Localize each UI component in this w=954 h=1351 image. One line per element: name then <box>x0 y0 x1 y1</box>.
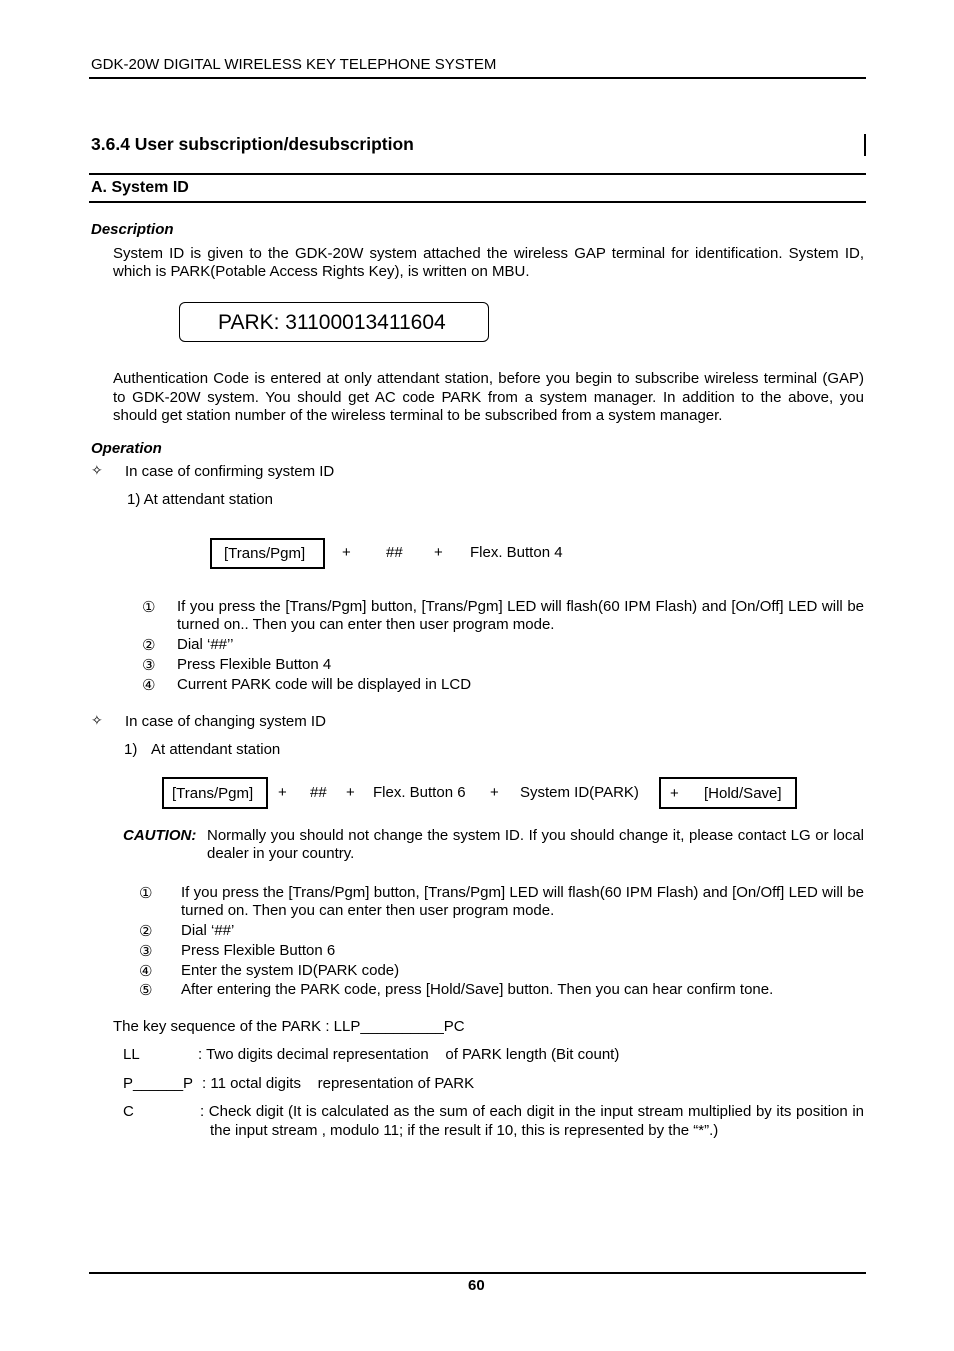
plus-sign: + <box>278 784 287 801</box>
hash-key: ## <box>386 544 403 561</box>
item-number: ① <box>142 598 156 616</box>
header-rule <box>89 77 866 79</box>
term-p-desc: : 11 octal digits representation of PARK <box>202 1075 475 1092</box>
list-item: Dial ‘##’’ <box>177 636 234 653</box>
subsection-top-rule <box>89 173 866 175</box>
page-number: 60 <box>468 1277 485 1294</box>
plus-sign: + <box>670 785 679 802</box>
list-item: Press Flexible Button 4 <box>177 656 332 673</box>
description-text: System ID is given to the GDK-20W system attached the wireless GAP terminal for identification. System ID, which is PARK(Potable Access Rights Key), is written on MBU. <box>113 245 864 280</box>
term-ll: LL <box>123 1046 140 1063</box>
item-number: ② <box>142 636 156 654</box>
hold-save-key-box <box>659 777 797 809</box>
confirm-step: 1) At attendant station <box>127 491 273 508</box>
park-value: PARK: 31100013411604 <box>218 311 446 334</box>
system-id-entry: System ID(PARK) <box>520 784 639 801</box>
flex-button-key: Flex. Button 6 <box>373 784 466 801</box>
plus-sign: + <box>342 544 351 561</box>
diamond-bullet-icon: ✧ <box>91 463 103 479</box>
subsection-title: A. System ID <box>91 179 189 196</box>
list-item: Dial ‘##’ <box>181 922 235 939</box>
list-item: Press Flexible Button 6 <box>181 942 336 959</box>
operation-heading: Operation <box>91 440 162 457</box>
caution-text: Normally you should not change the system ID. If you should change it, please contact LG or local dealer in your country. <box>207 827 864 862</box>
subsection-bottom-rule <box>89 201 866 203</box>
trans-pgm-key-label: [Trans/Pgm] <box>172 785 254 802</box>
item-number: ③ <box>142 656 156 674</box>
plus-sign: + <box>434 544 443 561</box>
change-bar <box>864 134 866 156</box>
list-item: After entering the PARK code, press [Hold/Save] button. Then you can hear confirm tone. <box>181 981 774 998</box>
item-number: ① <box>139 884 153 902</box>
plus-sign: + <box>490 784 499 801</box>
footer-rule <box>89 1272 866 1274</box>
item-number: ④ <box>142 676 156 694</box>
item-number: ② <box>139 922 153 940</box>
hold-save-key-label: [Hold/Save] <box>704 785 782 802</box>
confirm-title: In case of confirming system ID <box>125 463 335 480</box>
trans-pgm-key-box <box>162 777 268 809</box>
trans-pgm-key-box <box>210 538 325 569</box>
auth-text: Authentication Code is entered at only attendant station, before you begin to subscribe wireless terminal (GAP) to GDK-20W system. You should get AC code PARK from a system manager. In addition to the above, you should get station number of the wireless terminal to be subscribed from a system manager. <box>113 370 864 424</box>
hash-key: ## <box>310 784 327 801</box>
park-box <box>179 302 489 342</box>
trans-pgm-key-label: [Trans/Pgm] <box>224 545 306 562</box>
running-header: GDK-20W DIGITAL WIRELESS KEY TELEPHONE SYSTEM <box>91 56 497 73</box>
item-number: ④ <box>139 962 153 980</box>
key-sequence-intro: The key sequence of the PARK : LLP__________PC <box>113 1018 465 1035</box>
list-item: If you press the [Trans/Pgm] button, [Trans/Pgm] LED will flash(60 IPM Flash) and [On/Off] LED will be turned on. Then you can enter then user program mode. <box>181 884 864 919</box>
diamond-bullet-icon: ✧ <box>91 713 103 729</box>
list-item: Current PARK code will be displayed in LCD <box>177 676 472 693</box>
item-number: ⑤ <box>139 981 153 999</box>
term-c: C <box>123 1103 134 1120</box>
description-heading: Description <box>91 221 174 238</box>
caution-text-line1 <box>207 827 864 863</box>
term-ll-desc: : Two digits decimal representation of PARK length (Bit count) <box>198 1046 620 1063</box>
change-title: In case of changing system ID <box>125 713 326 730</box>
term-c-desc: : Check digit (It is calculated as the sum of each digit in the input stream multiplied by its position in the input stream , modulo 11; if the result if 10, this is represented by the “*”.) <box>200 1103 864 1139</box>
change-step: At attendant station <box>151 741 281 758</box>
list-item: If you press the [Trans/Pgm] button, [Trans/Pgm] LED will flash(60 IPM Flash) and [On/Off] LED will be turned on.. Then you can enter then user program mode. <box>177 598 864 633</box>
flex-button-key: Flex. Button 4 <box>470 544 563 561</box>
list-item: Enter the system ID(PARK code) <box>181 962 400 979</box>
plus-sign: + <box>346 784 355 801</box>
change-step-number: 1) <box>124 741 138 758</box>
item-number: ③ <box>139 942 153 960</box>
section-title: 3.6.4 User subscription/desubscription <box>91 134 414 154</box>
term-p: P______P <box>123 1075 194 1092</box>
caution-label: CAUTION: <box>123 827 197 844</box>
